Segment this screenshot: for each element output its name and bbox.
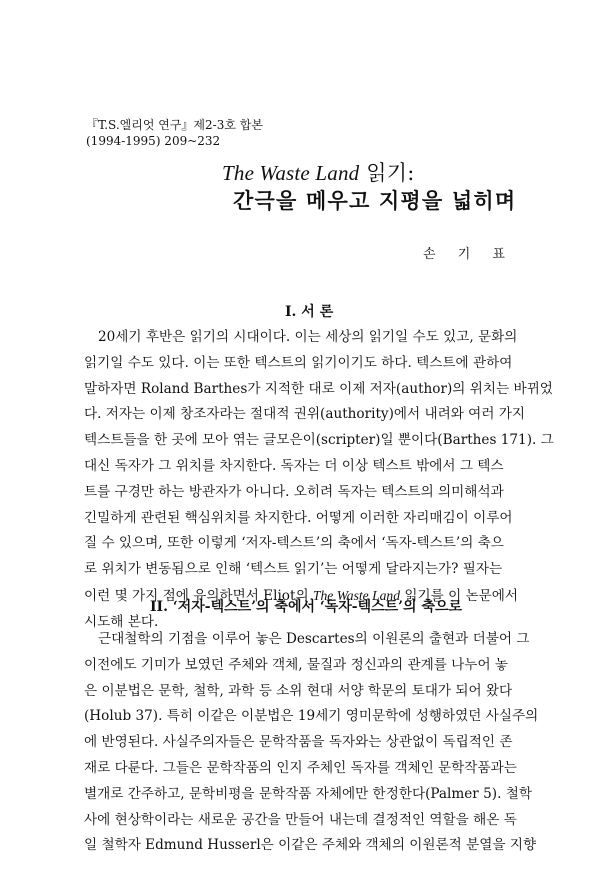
text-line: 재로 다룬다. 그들은 문학작품의 인지 주체인 독자를 객체인 문학작품과는	[84, 759, 517, 776]
section-heading-introduction: I. 서 론	[285, 304, 334, 320]
author-name: 손 기 표	[423, 247, 514, 262]
article-subtitle: 간극을 메우고 지평을 넓히며	[233, 188, 517, 213]
text-fragment: 이런 몇 가지 점에 유의하면서 Eliot의	[84, 587, 313, 604]
text-line: 읽기일 수도 있다. 이는 또한 텍스트의 읽기이기도 하다. 텍스트에 관하여	[84, 354, 513, 371]
article-title-english: The Waste Land	[222, 161, 360, 185]
journal-line-2: (1994-1995) 209~232	[86, 134, 221, 148]
text-line: (Holub 37). 특히 이같은 이분법은 19세기 영미문학에 성행하였던 사실주의	[84, 708, 539, 725]
section-heading-two: II. ‘저자-텍스트’의 축에서 ‘독자-텍스트’의 축으로	[150, 599, 463, 615]
text-line: 은 이분법은 문학, 철학, 과학 등 소위 현대 서양 학문의 토대가 되어 왔다	[84, 682, 513, 699]
text-line: 질 수 있으며, 또한 이렇게 ‘저자-텍스트’의 축에서 ‘독자-텍스트’의 축으	[84, 535, 504, 552]
text-line: 근대철학의 기점을 이루어 놓은 Descartes의 이원론의 출현과 더불어 그	[98, 631, 530, 647]
text-line: 이전에도 기미가 보였던 주체와 객체, 물질과 정신과의 관계를 나누어 놓	[84, 656, 509, 673]
text-line: 별개로 간주하고, 문학비평을 문학작품 자체에만 한정한다(Palmer 5). 철학	[84, 785, 532, 802]
paragraph-introduction	[84, 325, 554, 636]
text-line: 대신 독자가 그 위치를 차지한다. 독자는 더 이상 텍스트 밖에서 그 텍스	[84, 457, 504, 474]
text-line: 시도해 본다.	[84, 613, 159, 630]
text-line: 긴밀하게 관련된 핵심위치를 차지한다. 어떻게 이러한 자리매김이 이루어	[84, 509, 513, 526]
journal-line-1: 『T.S.엘리엇 연구』제2-3호 합본	[86, 118, 263, 132]
text-line: 에 반영된다. 사실주의자들은 문학작품을 독자와는 상관없이 독립적인 존	[84, 734, 513, 751]
text-line: 로 위치가 변동됨으로 인해 ‘텍스트 읽기’는 어떻게 달라지는가? 필자는	[84, 561, 503, 578]
paragraph-section-two	[84, 627, 539, 859]
text-line: 일 철학자 Edmund Husserl은 이같은 주체와 객체의 이원론적 분열을 지향	[84, 837, 537, 854]
journal-citation	[86, 117, 263, 149]
text-line: 말하자면 Roland Barthes가 지적한 대로 이제 저자(author)의 위치는 바뀌었	[84, 380, 553, 397]
text-line: 트를 구경만 하는 방관자가 아니다. 오히려 독자는 텍스트의 의미해석과	[84, 483, 504, 500]
article-title-korean: 읽기:	[359, 161, 415, 185]
text-line: 텍스트들을 한 곳에 모아 엮는 글모은이(scripter)일 뿐이다(Barthes 171). 그	[84, 432, 554, 449]
italic-title-reference: The Waste Land	[312, 587, 401, 603]
text-line: 다. 저자는 이제 창조자라는 절대적 권위(authority)에서 내려와 여러 가지	[84, 406, 526, 423]
text-line: 20세기 후반은 읽기의 시대이다. 이는 세상의 읽기일 수도 있고, 문화의	[98, 329, 518, 345]
text-fragment: 읽기를 이 논문에서	[400, 587, 519, 604]
article-title	[222, 157, 415, 187]
text-line: 사에 현상학이라는 새로운 공간을 만들어 내는데 결정적인 역할을 해온 독	[84, 811, 517, 828]
